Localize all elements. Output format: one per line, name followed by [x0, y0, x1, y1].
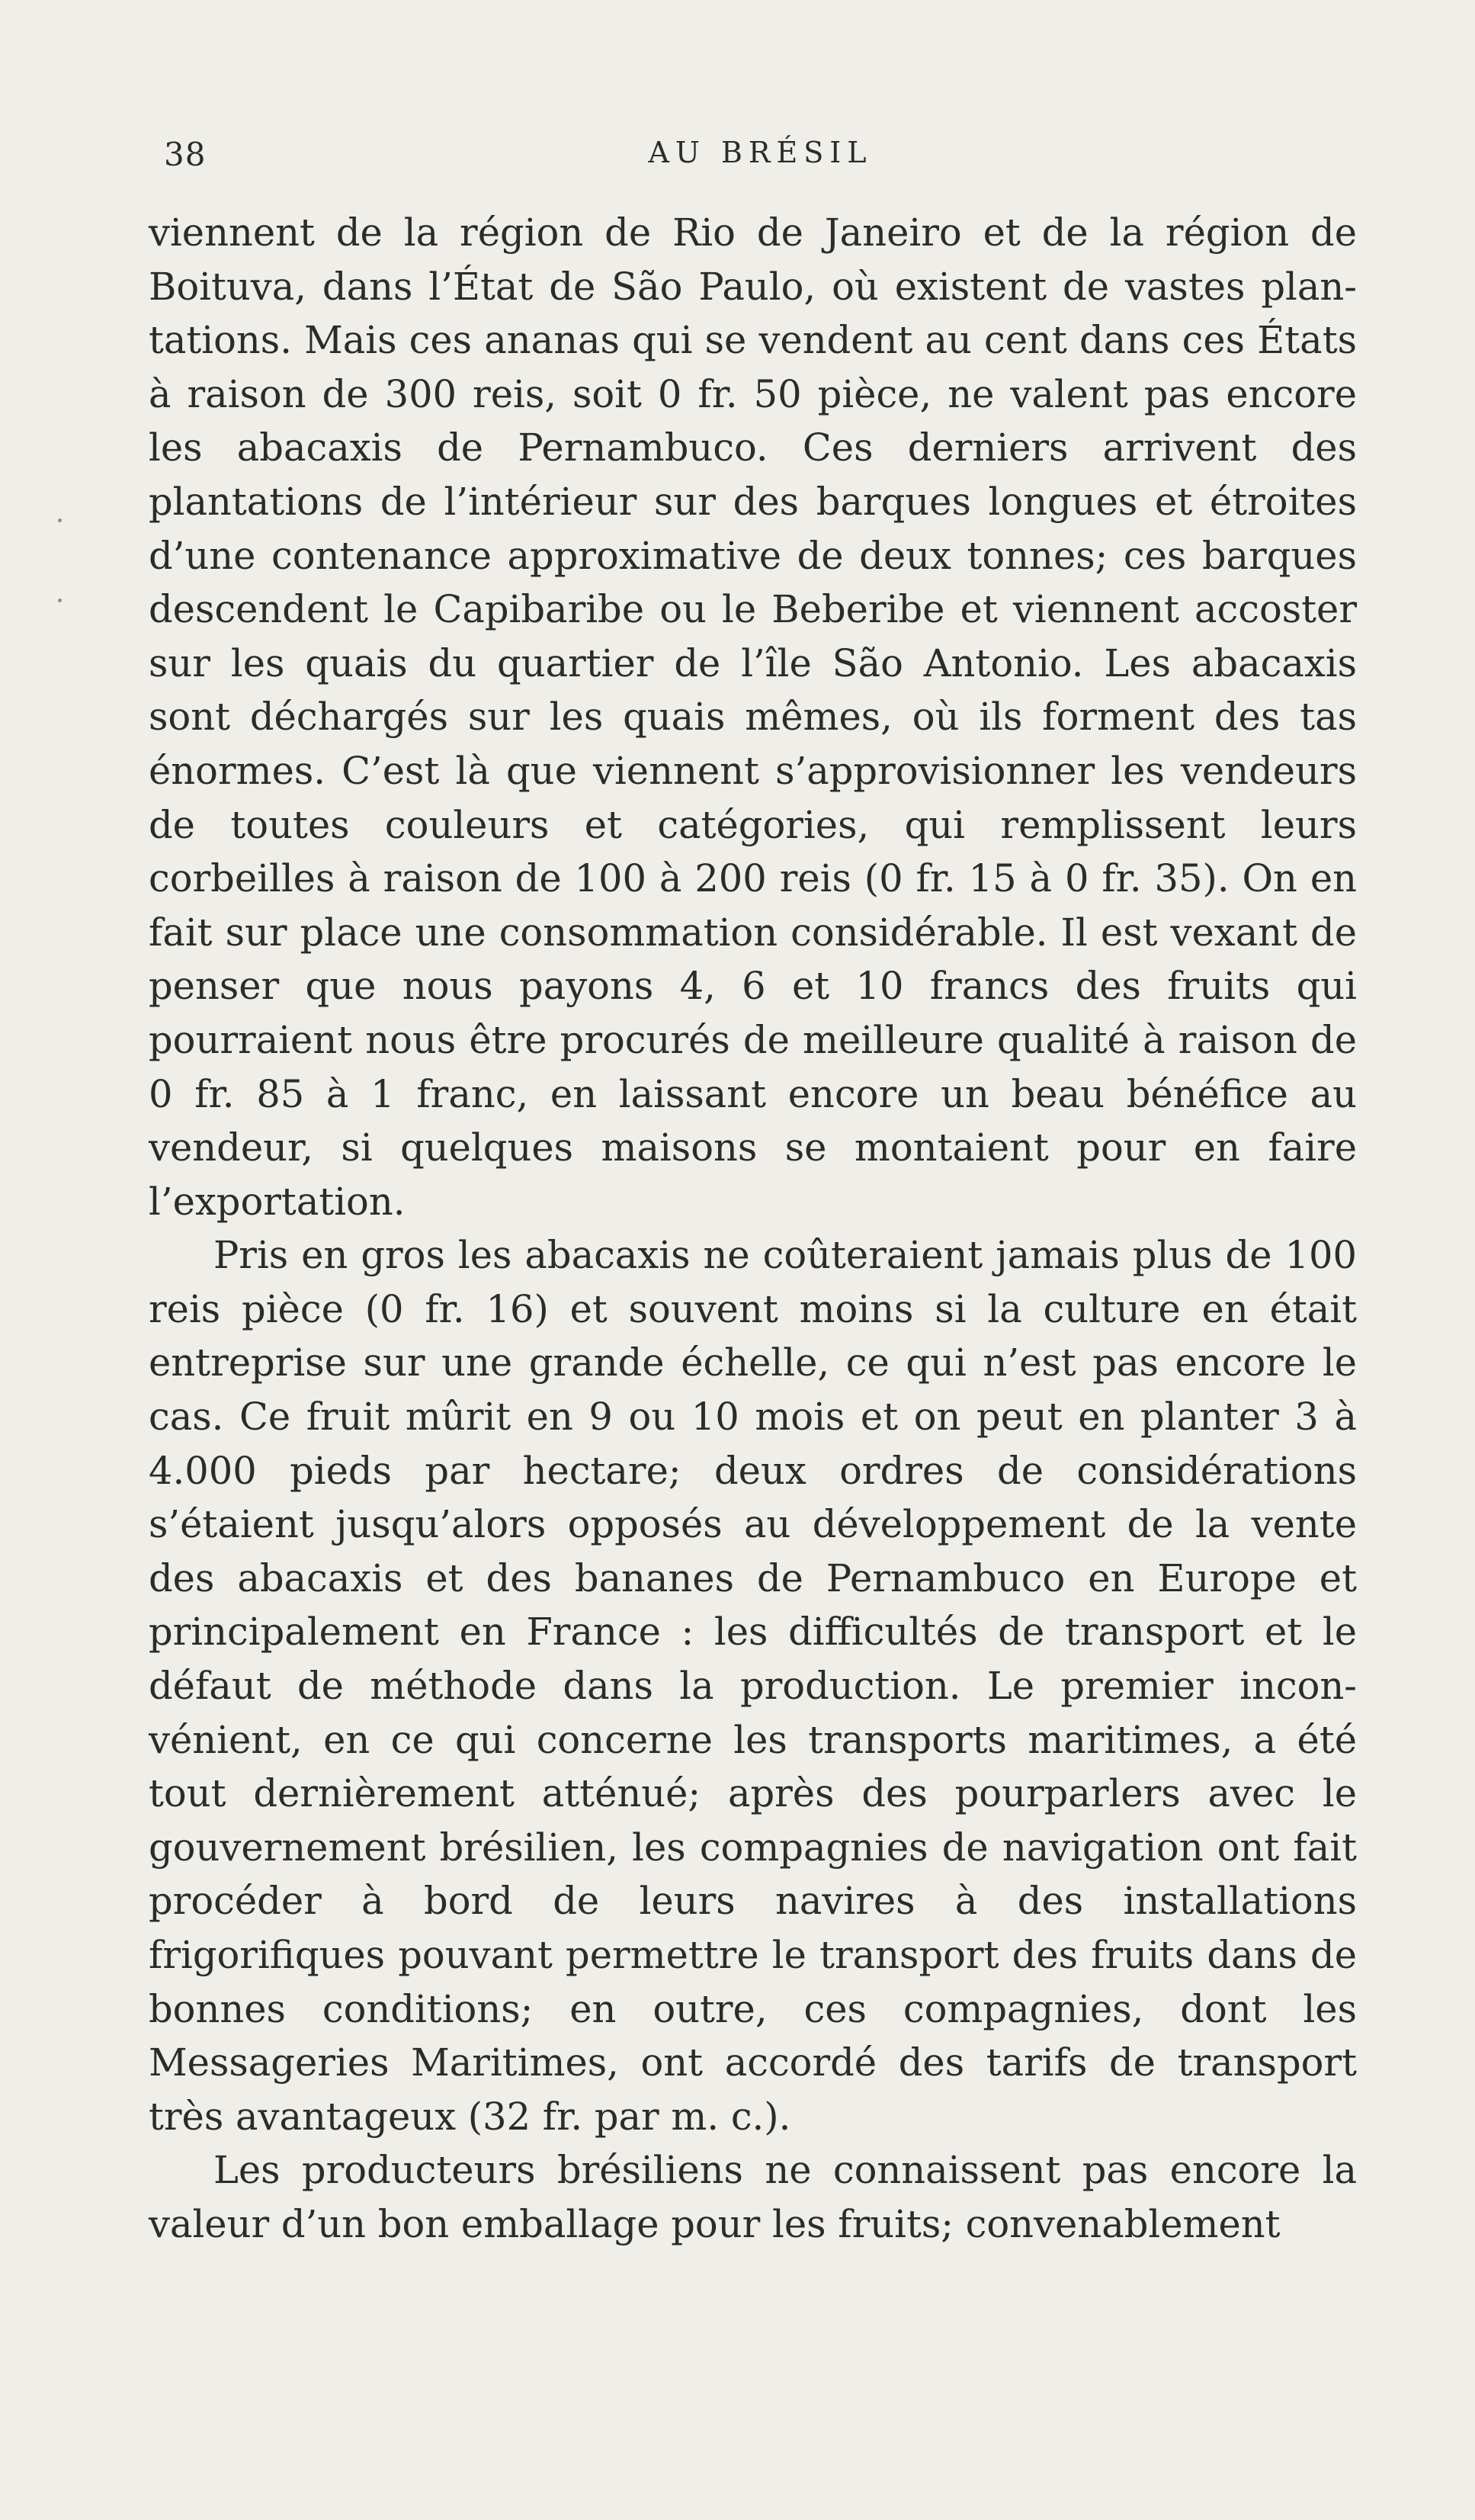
running-title: AU BRÉSIL: [648, 136, 873, 169]
paragraph-continued: viennent de la région de Rio de Janeiro et de la région de Boituva, dans l’État de São Paulo, où existent de vastes plantations. Mais ces ananas qui se vendent au cent dans ces États à raison de 300 reis, soit 0 fr. 50 pièce, ne valent pas encore les abacaxis de Pernambuco. Ces derniers arrivent des plantations de l’intérieur sur des barques longues et étroites d’une contenance approximative de deux tonnes; ces barques descendent le Capibaribe ou le Beberibe et viennent accoster sur les quais du quartier de l’île São Antonio. Les abacaxis sont déchargés sur les quais mêmes, où ils forment des tas énormes. C’est là que viennent s’approvisionner les vendeurs de toutes couleurs et catégories, qui remplissent leurs corbeilles à raison de 100 à 200 reis (0 fr. 15 à 0 fr. 35). On en fait sur place une consommation considérable. Il est vexant de penser que nous payons 4, 6 et 10 francs des fruits qui pourraient nous être procurés de meilleure qualité à raison de 0 fr. 85 à 1 franc, en laissant encore un beau bénéfice au vendeur, si quelques maisons se montaient pour en faire l’exportation.: [149, 210, 1357, 1224]
paragraph-abacaxis-price: Pris en gros les abacaxis ne coûteraient jamais plus de 100 reis pièce (0 fr. 16) et souvent moins si la culture en était entreprise sur une grande échelle, ce qui n’est pas encore le cas. Ce fruit mûrit en 9 ou 10 mois et on peut en planter 3 à 4.000 pieds par hectare; deux ordres de considérations s’étaient jusqu’alors opposés au développement de la vente des abacaxis et des bananes de Pernambuco en Europe et principalement en France : les difficultés de transport et le défaut de méthode dans la production. Le premier inconvénient, en ce qui concerne les transports maritimes, a été tout dernièrement atténué; après des pourparlers avec le gouvernement brésilien, les compagnies de navigation ont fait procéder à bord de leurs navires à des installations frigorifiques pouvant permettre le transport des fruits dans de bonnes conditions; en outre, ces compagnies, dont les Messageries Maritimes, ont accordé des tarifs de transport très avantageux (32 fr. par m. c.).: [149, 1233, 1357, 2139]
margin-speck: [58, 518, 62, 522]
page-number: 38: [164, 136, 207, 173]
margin-speck: [58, 599, 62, 602]
paragraph-packaging: Les producteurs brésiliens ne connaissent pas encore la valeur d’un bon emballage pour les fruits; convenablement: [149, 2148, 1357, 2246]
page-header: [164, 136, 1357, 181]
page-body: [149, 206, 1357, 2252]
